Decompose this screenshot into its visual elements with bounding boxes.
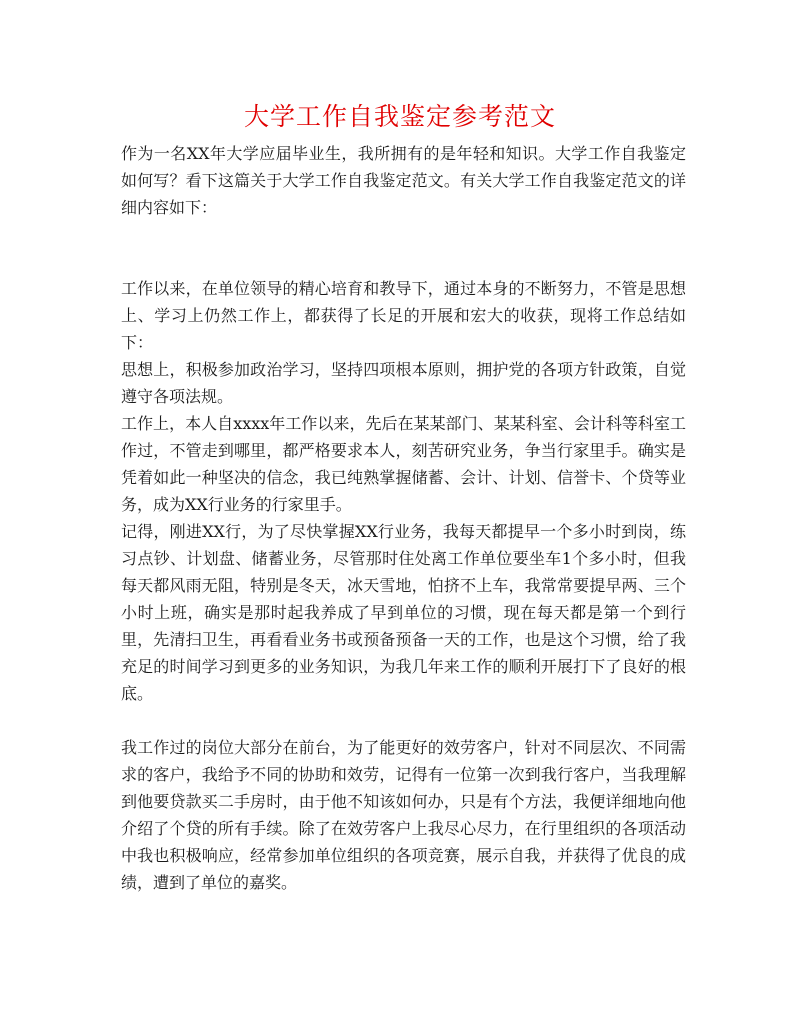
- paragraph-work: 工作上，本人自xxxx年工作以来，先后在某某部门、某某科室、会计科等科室工作过，不管走到哪里，都严格要求本人，刻苦研究业务，争当行家里手。确实是凭着如此一种坚决的信念，我已纯熟掌握储蓄、会计、计划、信誉卡、个贷等业务，成为XX行业务的行家里手。: [121, 414, 686, 514]
- paragraph-spacer: [121, 221, 686, 275]
- document-title: 大学工作自我鉴定参考范文: [243, 102, 556, 131]
- paragraph-service: 我工作过的岗位大部分在前台，为了能更好的效劳客户，针对不同层次、不同需求的客户，我给予不同的协助和效劳，记得有一位第一次到我行客户，当我理解到他要贷款买二手房时，由于他不知该如何办，只是有个方法，我便详细地向他介绍了个贷的所有手续。除了在效劳客户上我尽心尽力，在行里组织的各项活动中我也积极响应，经常参加单位组织的各项竞赛，展示自我，并获得了优良的成绩，遭到了单位的嘉奖。: [121, 738, 686, 892]
- paragraph-memory: 记得，刚进XX行，为了尽快掌握XX行业务，我每天都提早一个多小时到岗，练习点钞、计划盘、储蓄业务，尽管那时住处离工作单位要坐车1个多小时，但我每天都风雨无阻，特别是冬天，冰天雪地，怕挤不上车，我常常要提早两、三个小时上班，确实是那时起我养成了早到单位的习惯，现在每天都是第一个到行里，先清扫卫生，再看看业务书或预备预备一天的工作，也是这个习惯，给了我充足的时间学习到更多的业务知识，为我几年来工作的顺利开展打下了良好的根底。: [121, 522, 686, 703]
- paragraph-intro: 作为一名XX年大学应届毕业生，我所拥有的是年轻和知识。大学工作自我鉴定如何写？看下这篇关于大学工作自我鉴定范文。有关大学工作自我鉴定范文的详细内容如下：: [121, 144, 686, 217]
- paragraph-spacer: [121, 707, 686, 734]
- document-body: [121, 140, 686, 896]
- paragraph-thought: 思想上，积极参加政治学习，坚持四项根本原则，拥护党的各项方针政策，自觉遵守各项法规。: [121, 360, 686, 406]
- paragraph-work-summary: 工作以来，在单位领导的精心培育和教导下，通过本身的不断努力，不管是思想上、学习上仍然工作上，都获得了长足的开展和宏大的收获，现将工作总结如下：: [121, 279, 686, 352]
